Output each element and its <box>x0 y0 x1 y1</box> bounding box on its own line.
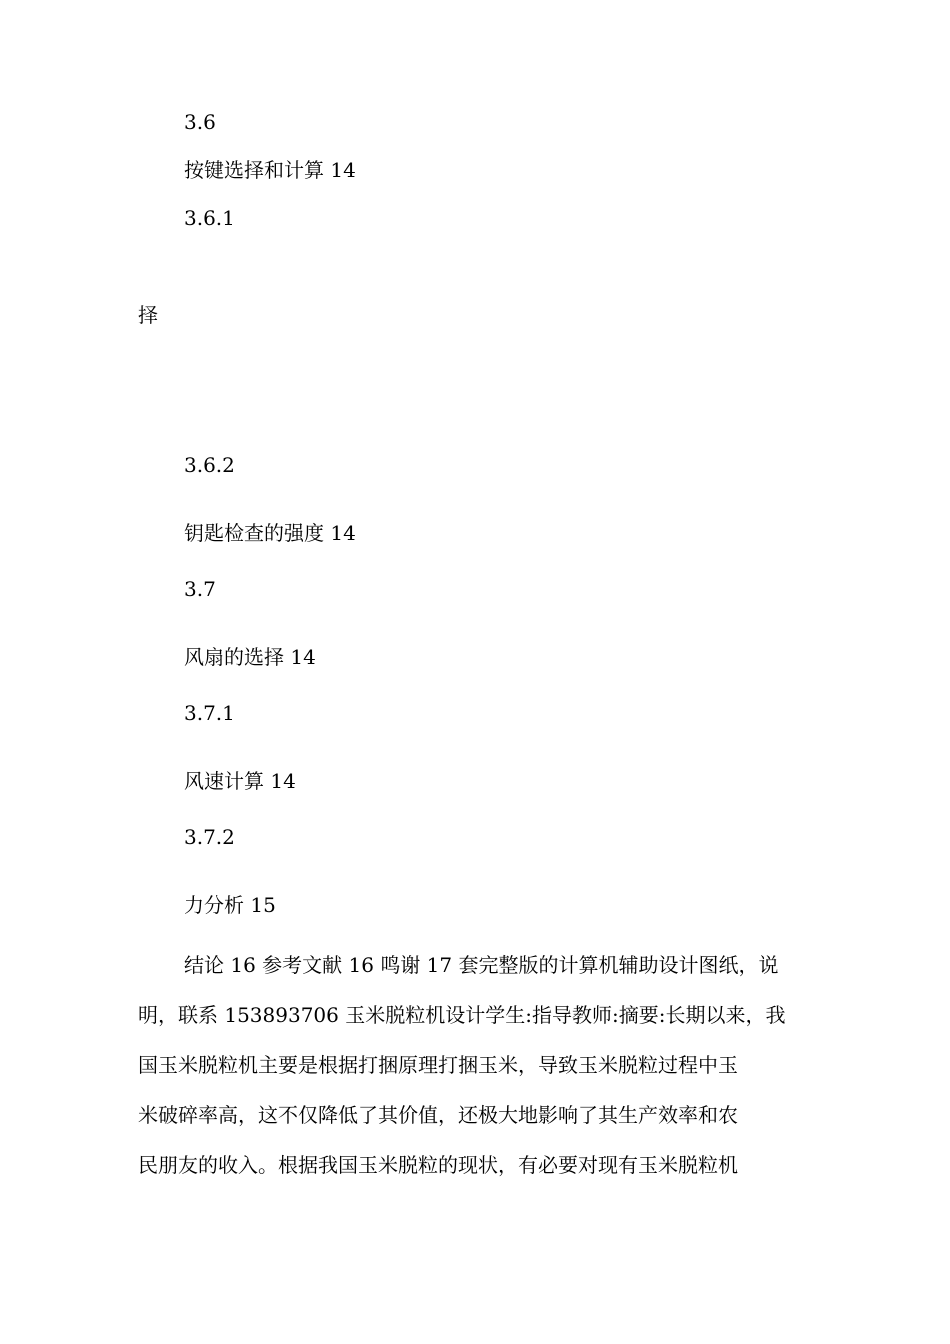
paragraph-line: 明，联系 153893706 玉米脱粒机设计学生:指导教师:摘要:长期以来，我 <box>138 1003 786 1027</box>
toc-line-wind-speed: 风速计算 14 <box>184 769 296 793</box>
toc-line-3-7: 3.7 <box>184 577 216 601</box>
paragraph-line: 结论 16 参考文献 16 鸣谢 17 套完整版的计算机辅助设计图纸，说 <box>184 953 779 977</box>
paragraph-line: 米破碎率高，这不仅降低了其价值，还极大地影响了其生产效率和农 <box>138 1103 738 1127</box>
toc-line-force-analysis: 力分析 15 <box>184 893 276 917</box>
toc-line-key-strength: 钥匙检查的强度 14 <box>184 521 356 545</box>
toc-line-3-6-1: 3.6.1 <box>184 206 235 230</box>
toc-line-3-6-2: 3.6.2 <box>184 453 235 477</box>
toc-line-3-7-1: 3.7.1 <box>184 701 235 725</box>
body-paragraph <box>138 940 818 1190</box>
paragraph-line: 民朋友的收入。根据我国玉米脱粒的现状，有必要对现有玉米脱粒机 <box>138 1153 738 1177</box>
toc-line-fan-selection: 风扇的选择 14 <box>184 645 316 669</box>
paragraph-line: 国玉米脱粒机主要是根据打捆原理打捆玉米，导致玉米脱粒过程中玉 <box>138 1053 738 1077</box>
toc-line-key-selection: 按键选择和计算 14 <box>184 158 356 182</box>
toc-line-3-6: 3.6 <box>184 110 216 134</box>
toc-line-3-7-2: 3.7.2 <box>184 825 235 849</box>
toc-line-fragment: 择 <box>138 303 158 327</box>
